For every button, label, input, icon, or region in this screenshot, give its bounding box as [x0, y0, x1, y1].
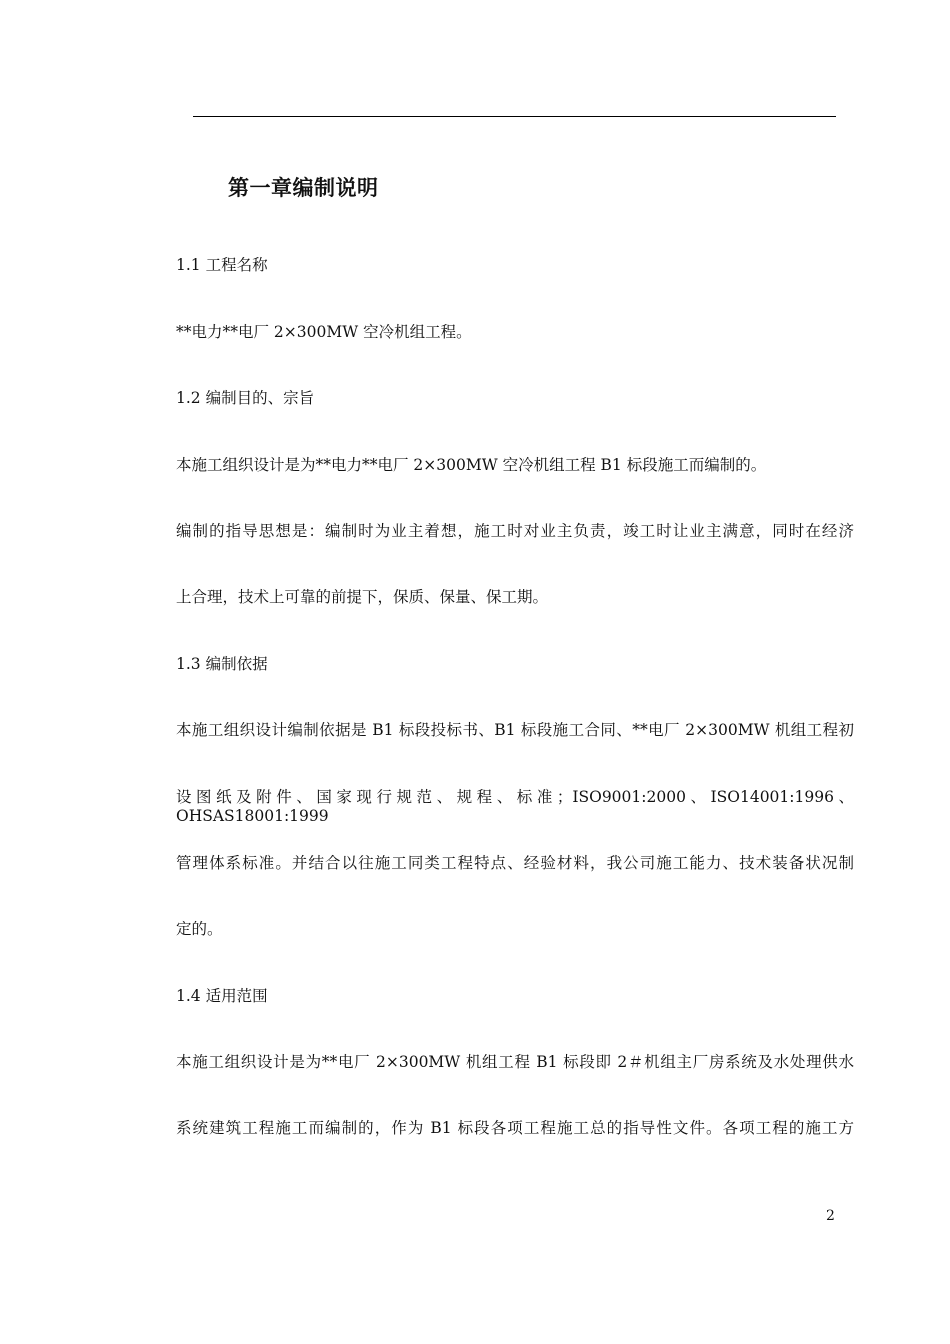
- section-heading-1-4: 1.4 适用范围: [176, 987, 268, 1005]
- section-heading-1-2: 1.2 编制目的、宗旨: [176, 389, 315, 407]
- paragraph-basis-line-3: 管理体系标准。并结合以往施工同类工程特点、经验材料，我公司施工能力、技术装备状况制: [176, 854, 854, 872]
- paragraph-project-name: **电力**电厂 2×300MW 空冷机组工程。: [176, 323, 472, 341]
- paragraph-scope-line-1: 本施工组织设计是为**电厂 2×300MW 机组工程 B1 标段即 2＃机组主厂房系统及水处理供水: [176, 1053, 854, 1071]
- paragraph-scope-line-2: 系统建筑工程施工而编制的，作为 B1 标段各项工程施工总的指导性文件。各项工程的施工方: [176, 1119, 854, 1137]
- paragraph-basis-line-4: 定的。: [176, 920, 223, 938]
- section-heading-1-3: 1.3 编制依据: [176, 655, 268, 673]
- page-number: 2: [826, 1208, 835, 1224]
- paragraph-basis-line-2: 设图纸及附件、国家现行规范、规程、标准；ISO9001:2000、ISO14001:1996、OHSAS18001:1999: [176, 788, 854, 825]
- paragraph-purpose-line: 本施工组织设计是为**电力**电厂 2×300MW 空冷机组工程 B1 标段施工而编制的。: [176, 456, 767, 474]
- header-rule: [193, 116, 836, 117]
- section-heading-1-1: 1.1 工程名称: [176, 256, 268, 274]
- paragraph-guiding-line-2: 上合理，技术上可靠的前提下，保质、保量、保工期。: [176, 588, 549, 606]
- paragraph-basis-line-1: 本施工组织设计编制依据是 B1 标段投标书、B1 标段施工合同、**电厂 2×300MW 机组工程初: [176, 721, 854, 739]
- chapter-title: 第一章编制说明: [228, 176, 379, 200]
- paragraph-guiding-line-1: 编制的指导思想是：编制时为业主着想，施工时对业主负责，竣工时让业主满意，同时在经济: [176, 522, 854, 540]
